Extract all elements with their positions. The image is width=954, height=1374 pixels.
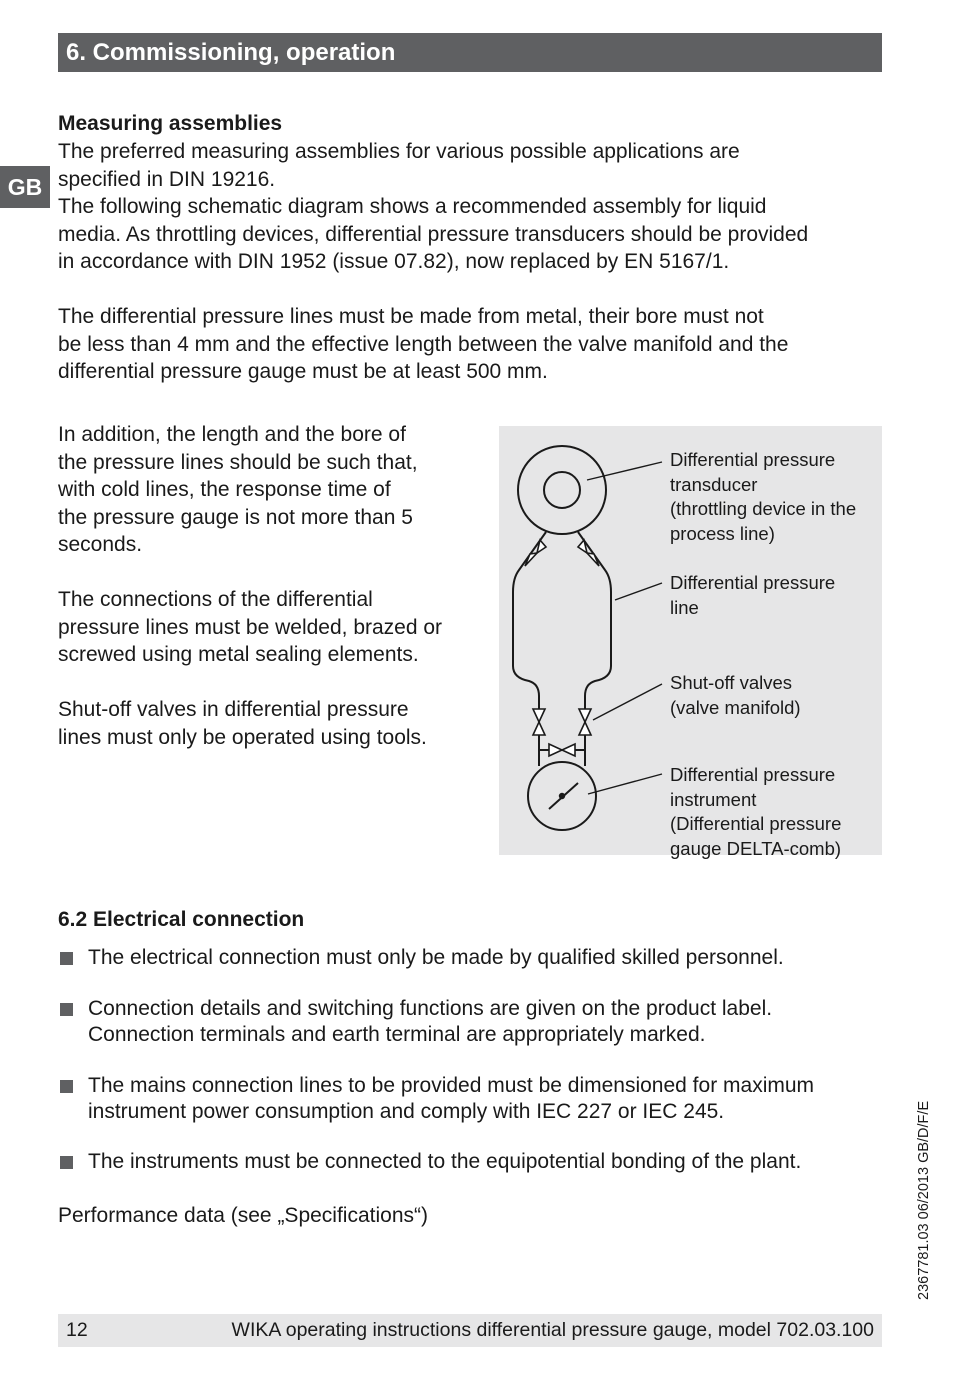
text-line: The differential pressure lines must be made from metal, their bore must not — [58, 305, 764, 328]
section-header: 6. Commissioning, operation — [58, 33, 882, 72]
measuring-paragraph-1 — [58, 138, 888, 276]
text-line: in accordance with DIN 1952 (issue 07.82), now replaced by EN 5167/1. — [58, 250, 730, 273]
page-number: 12 — [66, 1319, 88, 1341]
bullet-text: The mains connection lines to be provided must be dimensioned for maximum — [88, 1074, 815, 1097]
label-line: Differential pressure — [670, 764, 836, 785]
bullet-square-icon — [60, 952, 73, 965]
bullet-square-icon — [60, 1003, 73, 1016]
text-line: The connections of the differential — [58, 588, 373, 611]
bullet-text: The instruments must be connected to the equipotential bonding of the plant. — [88, 1150, 802, 1173]
left-paragraph-connections — [58, 586, 488, 669]
transducer-outer-circle — [518, 446, 606, 534]
text-line: differential pressure gauge must be at least 500 mm. — [58, 360, 548, 383]
bypass-valve-left — [549, 744, 562, 756]
electrical-heading: 6.2 Electrical connection — [58, 908, 305, 931]
text-line: the pressure gauge is not more than 5 — [58, 505, 413, 529]
label-transducer — [670, 448, 880, 546]
left-paragraph-response-time — [58, 421, 488, 559]
label-pressure-line — [670, 571, 880, 620]
label-line: process line) — [670, 522, 775, 544]
left-paragraph-shutoff — [58, 696, 488, 751]
performance-note: Performance data (see „Specifications“) — [58, 1204, 428, 1227]
text-line: seconds. — [58, 533, 143, 556]
language-tab: GB — [0, 166, 50, 208]
gauge-pivot — [560, 794, 565, 799]
label-line: gauge DELTA-comb) — [670, 837, 842, 859]
bullet-item — [58, 1073, 878, 1125]
document-code: 2367781.03 06/2013 GB/D/F/E — [916, 1100, 932, 1300]
leader-line-pressure-line — [615, 583, 662, 600]
assembly-diagram — [499, 426, 882, 859]
bullet-text: Connection terminals and earth terminal are appropriately marked. — [88, 1023, 706, 1046]
text-line: screwed using metal sealing elements. — [58, 643, 419, 666]
text-line: media. As throttling devices, differential pressure transducers should be provided — [58, 222, 809, 246]
text-line: The preferred measuring assemblies for various possible applications are — [58, 140, 740, 163]
shutoff-valve-right-top — [579, 709, 591, 722]
leader-line-instrument — [588, 774, 662, 794]
leader-line-valves — [593, 684, 662, 720]
bullet-square-icon — [60, 1156, 73, 1169]
text-line: lines must only be operated using tools. — [58, 725, 427, 749]
shutoff-valve-right-bottom — [579, 722, 591, 735]
bullet-square-icon — [60, 1080, 73, 1093]
text-line: The following schematic diagram shows a recommended assembly for liquid — [58, 195, 767, 218]
bypass-valve-right — [562, 744, 575, 756]
text-line: be less than 4 mm and the effective length between the valve manifold and the — [58, 332, 789, 356]
text-line: with cold lines, the response time of — [58, 478, 391, 501]
label-line: Shut-off valves — [670, 672, 793, 693]
label-line: line — [670, 596, 699, 618]
measuring-paragraph-2 — [58, 303, 888, 386]
label-line: (Differential pressure — [670, 813, 842, 834]
text-line: Shut-off valves in differential pressure — [58, 698, 409, 721]
bullet-text: Connection details and switching functions are given on the product label. — [88, 997, 773, 1020]
bullet-text: instrument power consumption and comply with IEC 227 or IEC 245. — [88, 1100, 725, 1123]
text-line: pressure lines must be welded, brazed or — [58, 615, 443, 639]
shutoff-valve-left-top — [533, 709, 545, 722]
transducer-inner-circle — [544, 472, 580, 508]
bullet-item — [58, 1149, 878, 1175]
label-line: (throttling device in the — [670, 498, 857, 519]
bullet-item — [58, 996, 878, 1048]
label-line: Differential pressure — [670, 449, 836, 470]
text-line: the pressure lines should be such that, — [58, 450, 418, 474]
text-line: specified in DIN 19216. — [58, 167, 276, 191]
label-instrument — [670, 763, 880, 861]
label-line: Differential pressure — [670, 572, 836, 593]
page-footer — [58, 1314, 882, 1347]
footer-title: WIKA operating instructions differential pressure gauge, model 702.03.100 — [231, 1319, 874, 1341]
label-line: (valve manifold) — [670, 696, 801, 718]
measuring-heading: Measuring assemblies — [58, 112, 283, 135]
label-shutoff-valves — [670, 671, 880, 720]
label-line: instrument — [670, 788, 757, 810]
bullet-text: The electrical connection must only be made by qualified skilled personnel. — [88, 946, 784, 969]
shutoff-valve-left-bottom — [533, 722, 545, 735]
label-line: transducer — [670, 473, 758, 495]
bullet-item — [58, 945, 878, 971]
text-line: In addition, the length and the bore of — [58, 423, 406, 446]
